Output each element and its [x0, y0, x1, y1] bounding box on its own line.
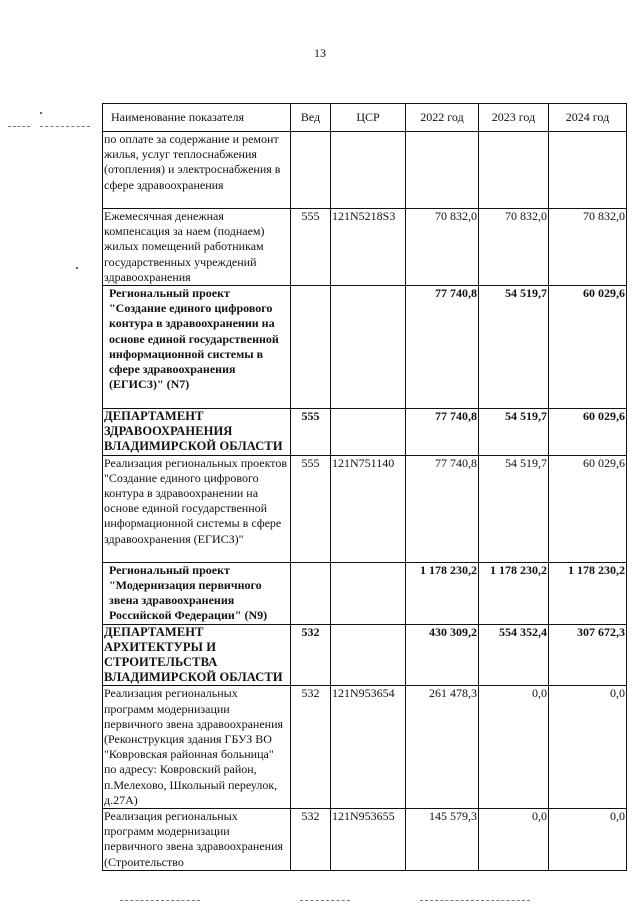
budget-table	[102, 103, 627, 871]
table-row-project	[103, 286, 627, 409]
row-value-2023: 54 519,7	[479, 286, 549, 409]
page-number: 13	[314, 46, 326, 60]
row-ved	[291, 562, 331, 624]
row-csr: 121N953654	[331, 686, 406, 809]
row-ved	[291, 286, 331, 409]
row-ved: 555	[291, 409, 331, 456]
row-csr	[331, 286, 406, 409]
column-header-2022: 2022 год	[406, 104, 479, 132]
scan-artifact-dot	[40, 112, 42, 114]
scan-artifact-line	[120, 900, 200, 901]
row-value-2022: 261 478,3	[406, 686, 479, 809]
row-value-2023	[479, 132, 549, 209]
row-value-2023: 0,0	[479, 809, 549, 871]
row-value-2022: 77 740,8	[406, 286, 479, 409]
column-header-ved: Вед	[291, 104, 331, 132]
table-row-department	[103, 409, 627, 456]
scan-artifact-dot	[76, 267, 78, 269]
table-header-row	[103, 104, 627, 132]
table-row	[103, 209, 627, 286]
row-ved: 532	[291, 624, 331, 686]
scan-artifact-line	[8, 126, 30, 127]
row-value-2024: 60 029,6	[549, 286, 627, 409]
table-row-department	[103, 624, 627, 686]
row-value-2024: 1 178 230,2	[549, 562, 627, 624]
row-value-2022: 77 740,8	[406, 455, 479, 562]
column-header-2023: 2023 год	[479, 104, 549, 132]
row-value-2022: 430 309,2	[406, 624, 479, 686]
row-csr	[331, 624, 406, 686]
row-value-2022: 1 178 230,2	[406, 562, 479, 624]
row-ved	[291, 132, 331, 209]
row-value-2023: 1 178 230,2	[479, 562, 549, 624]
row-csr	[331, 409, 406, 456]
table-row	[103, 132, 627, 209]
row-value-2024	[549, 132, 627, 209]
scan-artifact-line	[420, 900, 530, 901]
row-name: Реализация региональных проектов "Создание единого цифрового контура в здравоохранении на основе единой государственной информационной системы в сфере здравоохранения (ЕГИСЗ)"	[103, 455, 291, 562]
row-value-2023: 54 519,7	[479, 409, 549, 456]
table-row	[103, 686, 627, 809]
row-value-2023: 54 519,7	[479, 455, 549, 562]
table-row	[103, 455, 627, 562]
row-name: Реализация региональных программ модернизации первичного звена здравоохранения (Реконструкция здания ГБУЗ ВО "Ковровская районная больница" по адресу: Ковровский район, п.Мелехово, Школьный переулок, д.27А)	[103, 686, 291, 809]
column-header-csr: ЦСР	[331, 104, 406, 132]
row-value-2024: 307 672,3	[549, 624, 627, 686]
column-header-name: Наименование показателя	[103, 104, 291, 132]
row-name: Региональный проект "Модернизация первичного звена здравоохранения Российской Федерации" (N9)	[103, 562, 291, 624]
row-name: Региональный проект "Создание единого цифрового контура в здравоохранении на основе единой государственной информационной системы в сфере здравоохранения (ЕГИСЗ)" (N7)	[103, 286, 291, 409]
row-value-2024: 70 832,0	[549, 209, 627, 286]
row-value-2022	[406, 132, 479, 209]
row-value-2022: 145 579,3	[406, 809, 479, 871]
row-ved: 532	[291, 686, 331, 809]
row-csr	[331, 132, 406, 209]
row-value-2023: 70 832,0	[479, 209, 549, 286]
scan-artifact-line	[40, 126, 90, 127]
row-ved: 555	[291, 209, 331, 286]
row-csr: 121N751140	[331, 455, 406, 562]
row-value-2024: 60 029,6	[549, 455, 627, 562]
row-value-2024: 0,0	[549, 686, 627, 809]
row-value-2024: 60 029,6	[549, 409, 627, 456]
table-row	[103, 809, 627, 871]
row-name: по оплате за содержание и ремонт жилья, услуг теплоснабжения (отопления) и электроснабжения в сфере здравоохранения	[103, 132, 291, 209]
row-ved: 532	[291, 809, 331, 871]
column-header-2024: 2024 год	[549, 104, 627, 132]
row-csr: 121N5218S3	[331, 209, 406, 286]
row-csr	[331, 562, 406, 624]
row-value-2024: 0,0	[549, 809, 627, 871]
row-value-2023: 554 352,4	[479, 624, 549, 686]
row-value-2022: 77 740,8	[406, 409, 479, 456]
table-row-project	[103, 562, 627, 624]
scan-artifact-line	[300, 900, 350, 901]
row-value-2023: 0,0	[479, 686, 549, 809]
row-name: Ежемесячная денежная компенсация за наем (поднаем) жилых помещений работникам государственных учреждений здравоохранения	[103, 209, 291, 286]
row-name: ДЕПАРТАМЕНТ АРХИТЕКТУРЫ И СТРОИТЕЛЬСТВА ВЛАДИМИРСКОЙ ОБЛАСТИ	[103, 624, 291, 686]
row-name: ДЕПАРТАМЕНТ ЗДРАВООХРАНЕНИЯ ВЛАДИМИРСКОЙ ОБЛАСТИ	[103, 409, 291, 456]
row-ved: 555	[291, 455, 331, 562]
row-value-2022: 70 832,0	[406, 209, 479, 286]
row-csr: 121N953655	[331, 809, 406, 871]
row-name: Реализация региональных программ модернизации первичного звена здравоохранения (Строительство	[103, 809, 291, 871]
